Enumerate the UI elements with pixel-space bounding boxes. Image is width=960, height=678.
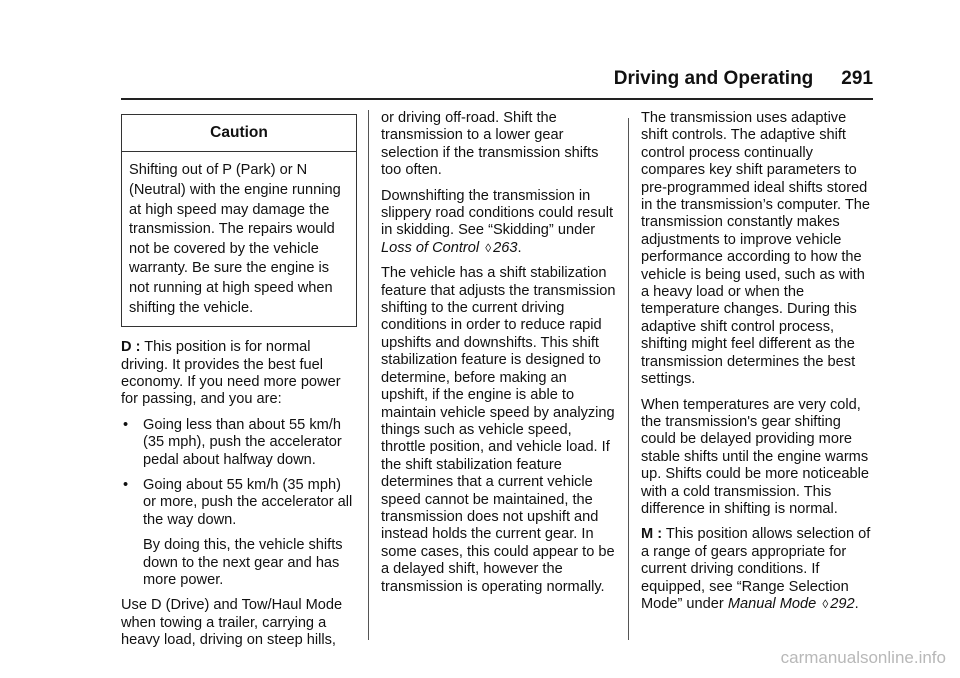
page-reference-icon: ◊ bbox=[822, 596, 829, 611]
period: . bbox=[854, 595, 859, 612]
cross-reference-link[interactable] bbox=[728, 596, 855, 612]
section-title: Driving and Operating bbox=[613, 68, 814, 89]
reference-page: 263 bbox=[493, 239, 518, 256]
period: . bbox=[517, 239, 522, 256]
page-header bbox=[0, 68, 873, 90]
skidding-paragraph bbox=[381, 188, 617, 258]
adaptive-shift-paragraph: The transmission uses adaptive shift controls. The adaptive shift control process continually compares key shift parameters to pre-programmed ideal shifts stored in the transmission’s computer. The transmission constantly makes adjustments to improve vehicle performance according to how the vehicle is being used, such as with a heavy load or when the temperature changes. During this adaptive shift control process, shifting might feel different as the transmission determines the best settings. bbox=[641, 110, 871, 388]
reference-page: 292 bbox=[830, 595, 855, 612]
bullet-text: Going about 55 km/h (35 mph) or more, push the accelerator all the way down. bbox=[143, 477, 353, 528]
page-number: 291 bbox=[841, 68, 873, 89]
reference-title: Manual Mode bbox=[727, 595, 817, 612]
paragraph-text: Downshifting the transmission in slippery road conditions could result in skidding. See “Skidding” under bbox=[381, 187, 614, 239]
manual-text: This position allows selection of a range of gears appropriate for current driving conditions. If equipped, see “Range Selection Mode” under bbox=[641, 526, 871, 612]
list-item bbox=[121, 417, 357, 469]
bullet-marker: • bbox=[123, 477, 129, 493]
column-1 bbox=[121, 110, 357, 658]
reference-title: Loss of Control bbox=[381, 239, 480, 256]
drive-paragraph bbox=[121, 339, 357, 409]
column-divider-2 bbox=[628, 118, 629, 640]
bullet-marker: • bbox=[123, 416, 129, 433]
paragraph: or driving off-road. Shift the transmission to a lower gear selection if the transmission shifts too often. bbox=[381, 110, 599, 179]
drive-label: D : bbox=[121, 339, 141, 356]
column-3 bbox=[641, 110, 877, 621]
bullet-text: Going less than about 55 km/h (35 mph), push the accelerator pedal about halfway down. bbox=[143, 416, 342, 468]
column-2 bbox=[381, 110, 617, 604]
column-divider-1 bbox=[368, 110, 369, 640]
manual-paragraph bbox=[641, 526, 877, 613]
caution-title: Caution bbox=[122, 115, 356, 152]
manual-label: M : bbox=[641, 526, 663, 543]
caution-box bbox=[121, 114, 357, 327]
drive-text: This position is for normal driving. It provides the best fuel economy. If you need more power for passing, and you are: bbox=[121, 339, 341, 408]
watermark bbox=[0, 648, 960, 668]
tow-haul-paragraph: Use D (Drive) and Tow/Haul Mode when towing a trailer, carrying a heavy load, driving on steep hills, bbox=[121, 597, 343, 649]
indented-note: By doing this, the vehicle shifts down to the next gear and has more power. bbox=[143, 537, 343, 589]
cold-temperature-paragraph: When temperatures are very cold, the transmission's gear shifting could be delayed providing more stable shifts until the engine warms up. Shifts could be more noticeable with a cold transmission. This difference in shifting is normal. bbox=[641, 396, 869, 517]
page-reference-icon: ◊ bbox=[485, 240, 492, 255]
shift-stabilization-paragraph: The vehicle has a shift stabilization feature that adjusts the transmission shifting to the current driving conditions in order to reduce rapid upshifts and downshifts. This shift stabilization feature is designed to determine, before making an upshift, if the engine is able to maintain vehicle speed by analyzing things such as vehicle speed, throttle position, and vehicle load. If the shift stabilization feature determines that a current vehicle speed cannot be maintained, the transmission does not upshift and instead holds the current gear. In some cases, this could appear to be a delayed shift, however the transmission is operating normally. bbox=[381, 265, 616, 595]
caution-text: Shifting out of P (Park) or N (Neutral) with the engine running at high speed may damage the transmission. The repairs would not be covered by the vehicle warranty. Be sure the engine is not running at high speed when shifting the vehicle. bbox=[129, 162, 341, 316]
cross-reference-link[interactable] bbox=[381, 240, 518, 256]
watermark-text: carmanualsonline.info bbox=[780, 648, 946, 667]
header-rule bbox=[121, 98, 873, 100]
list-item bbox=[121, 477, 357, 529]
